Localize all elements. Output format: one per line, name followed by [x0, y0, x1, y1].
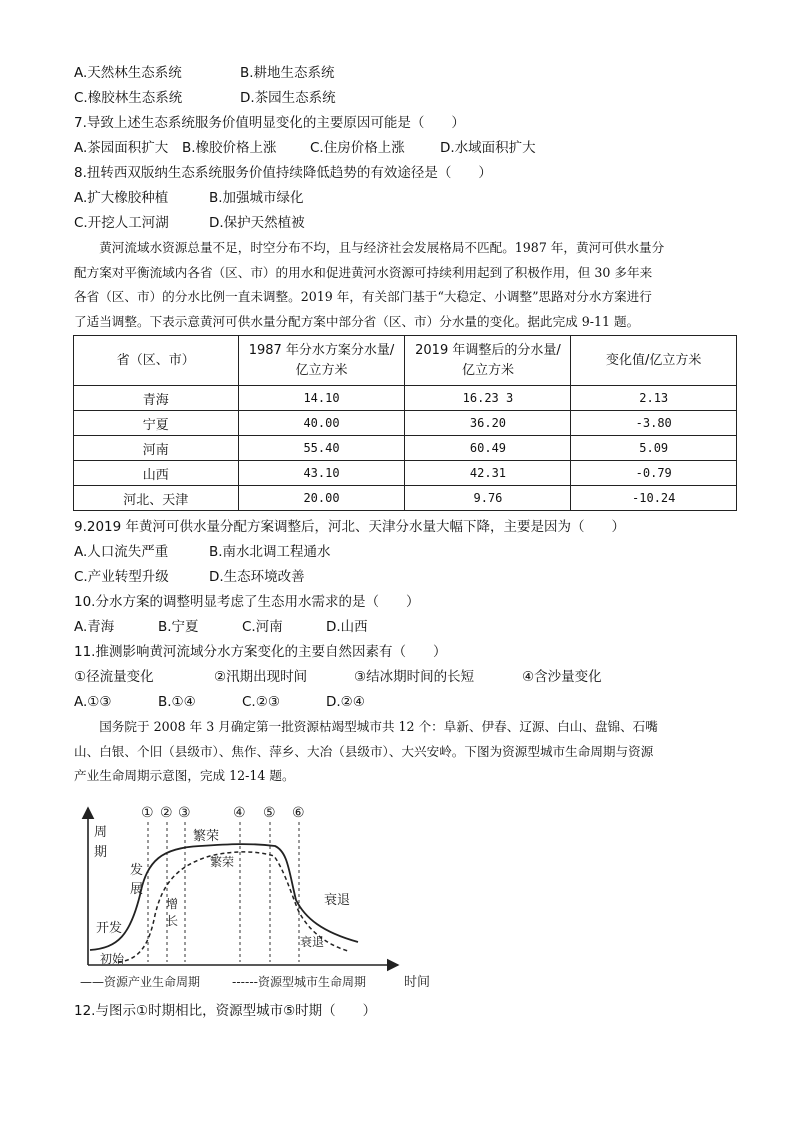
q11-option-d: D.②④ [326, 694, 365, 710]
stage-industry-prosperity: 繁荣 [193, 829, 220, 844]
q11-option-c: C.②③ [242, 694, 280, 710]
cell-1987: 55.40 [238, 436, 405, 461]
q10-option-d: D.山西 [326, 619, 368, 635]
q7-option-d: D.水域面积扩大 [440, 140, 536, 156]
q9-option-a: A.人口流失严重 [74, 544, 169, 560]
passage1-line-3: 各省（区、市）的分水比例一直未调整。2019 年，有关部门基于“大稳定、小调整”思路对分水方案进行 [74, 289, 652, 304]
q6-option-d: D.茶园生态系统 [240, 90, 336, 106]
cell-1987: 14.10 [238, 386, 405, 411]
q10-option-b: B.宁夏 [158, 619, 199, 635]
q11-option-b: B.①④ [158, 694, 196, 710]
cell-change: -3.80 [571, 411, 737, 436]
q8-option-d: D.保护天然植被 [209, 215, 305, 231]
stage-industry-growth-1: 发 [130, 863, 144, 878]
passage1-line-1: 黄河流域水资源总量不足，时空分布不均，且与经济社会发展格局不匹配。1987 年，黄河可供水量分 [99, 240, 665, 255]
cell-province: 青海 [74, 386, 239, 411]
stage-city-initial: 初始 [100, 952, 125, 966]
cell-change: 2.13 [571, 386, 737, 411]
cell-2019: 9.76 [405, 486, 571, 511]
q10-stem: 10.分水方案的调整明显考虑了生态用水需求的是（ ） [74, 594, 420, 610]
q8-option-c: C.开挖人工河湖 [74, 215, 169, 231]
q10-option-a: A.青海 [74, 619, 115, 635]
cell-province: 山西 [74, 461, 239, 486]
marker-5: ⑤ [263, 805, 276, 821]
y-axis-label-char-2: 期 [94, 845, 108, 860]
q6-option-b: B.耕地生态系统 [240, 65, 335, 81]
marker-2: ② [160, 805, 173, 821]
q8-stem: 8.扭转西双版纳生态系统服务价值持续降低趋势的有效途径是（ ） [74, 165, 492, 181]
passage1-line-2: 配方案对平衡流域内各省（区、市）的用水和促进黄河水资源可持续利用起到了积极作用，但 30 多年来 [74, 264, 653, 280]
cell-1987: 43.10 [238, 461, 405, 486]
cell-2019: 16.23 3 [405, 386, 571, 411]
q11-factor-1: ①径流量变化 [74, 669, 154, 685]
stage-city-growth-2: 长 [166, 914, 179, 928]
q7-stem: 7.导致上述生态系统服务价值明显变化的主要原因可能是（ ） [74, 115, 465, 131]
marker-6: ⑥ [292, 805, 305, 821]
marker-3: ③ [178, 805, 191, 821]
stage-industry-development: 开发 [96, 921, 123, 936]
cell-change: -0.79 [571, 461, 737, 486]
marker-1: ① [141, 805, 154, 821]
q11-stem: 11.推测影响黄河流域分水方案变化的主要自然因素有（ ） [74, 644, 447, 660]
stage-city-growth-1: 增 [166, 897, 179, 911]
marker-4: ④ [233, 805, 246, 821]
q9-option-b: B.南水北调工程通水 [209, 544, 331, 560]
cell-province: 河南 [74, 436, 239, 461]
x-axis-label: 时间 [404, 975, 431, 990]
stage-city-decline: 衰退 [300, 935, 325, 949]
q12-stem: 12.与图示①时期相比，资源型城市⑤时期（ ） [74, 1003, 377, 1019]
cell-1987: 40.00 [238, 411, 405, 436]
cell-change: 5.09 [571, 436, 737, 461]
q7-option-b: B.橡胶价格上涨 [182, 140, 277, 156]
legend-industry: ——资源产业生命周期 [80, 975, 201, 989]
header-change: 变化值/亿立方米 [571, 336, 737, 386]
header-2019-text: 2019 年调整后的分水量/亿立方米 [415, 342, 561, 378]
q11-factor-4: ④含沙量变化 [522, 669, 602, 685]
cell-2019: 60.49 [405, 436, 571, 461]
passage2-line-1: 国务院于 2008 年 3 月确定第一批资源枯竭型城市共 12 个：阜新、伊春、辽源、白山、盘锦、石嘴 [99, 719, 658, 734]
q7-option-c: C.住房价格上涨 [310, 140, 405, 156]
cell-province: 宁夏 [74, 411, 239, 436]
q9-stem: 9.2019 年黄河可供水量分配方案调整后，河北、天津分水量大幅下降，主要是因为（ ） [74, 519, 626, 535]
period-guide-lines [148, 822, 299, 962]
header-province: 省（区、市） [74, 336, 239, 386]
cell-2019: 42.31 [405, 461, 571, 486]
q11-factor-2: ②汛期出现时间 [214, 669, 308, 685]
passage2-line-2: 山、白银、个旧（县级市）、焦作、萍乡、大冶（县级市）、大兴安岭。下图为资源型城市生命周期与资源 [74, 743, 654, 759]
q11-factor-3: ③结冰期时间的长短 [354, 669, 475, 685]
q11-option-a: A.①③ [74, 694, 112, 710]
q9-option-c: C.产业转型升级 [74, 569, 169, 585]
stage-industry-decline: 衰退 [324, 893, 351, 908]
y-axis-label-char-1: 周 [94, 825, 108, 840]
cell-province: 河北、天津 [74, 486, 239, 511]
q8-option-b: B.加强城市绿化 [209, 190, 304, 206]
stage-city-prosperity: 繁荣 [210, 855, 235, 869]
cell-2019: 36.20 [405, 411, 571, 436]
q10-option-c: C.河南 [242, 619, 283, 635]
q7-option-a: A.茶园面积扩大 [74, 140, 169, 156]
passage1-line-4: 了适当调整。下表示意黄河可供水量分配方案中部分省（区、市）分水量的变化。据此完成 9-11 题。 [74, 313, 640, 329]
stage-industry-growth-2: 展 [130, 882, 144, 897]
q6-option-c: C.橡胶林生态系统 [74, 90, 183, 106]
q6-option-a: A.天然林生态系统 [74, 65, 182, 81]
q8-option-a: A.扩大橡胶种植 [74, 190, 169, 206]
header-1987-text: 1987 年分水方案分水量/亿立方米 [248, 342, 395, 378]
cell-1987: 20.00 [238, 486, 405, 511]
q9-option-d: D.生态环境改善 [209, 569, 305, 585]
passage2-line-3: 产业生命周期示意图，完成 12-14 题。 [74, 768, 295, 783]
legend-city: ------资源型城市生命周期 [232, 975, 366, 989]
cell-change: -10.24 [571, 486, 737, 511]
